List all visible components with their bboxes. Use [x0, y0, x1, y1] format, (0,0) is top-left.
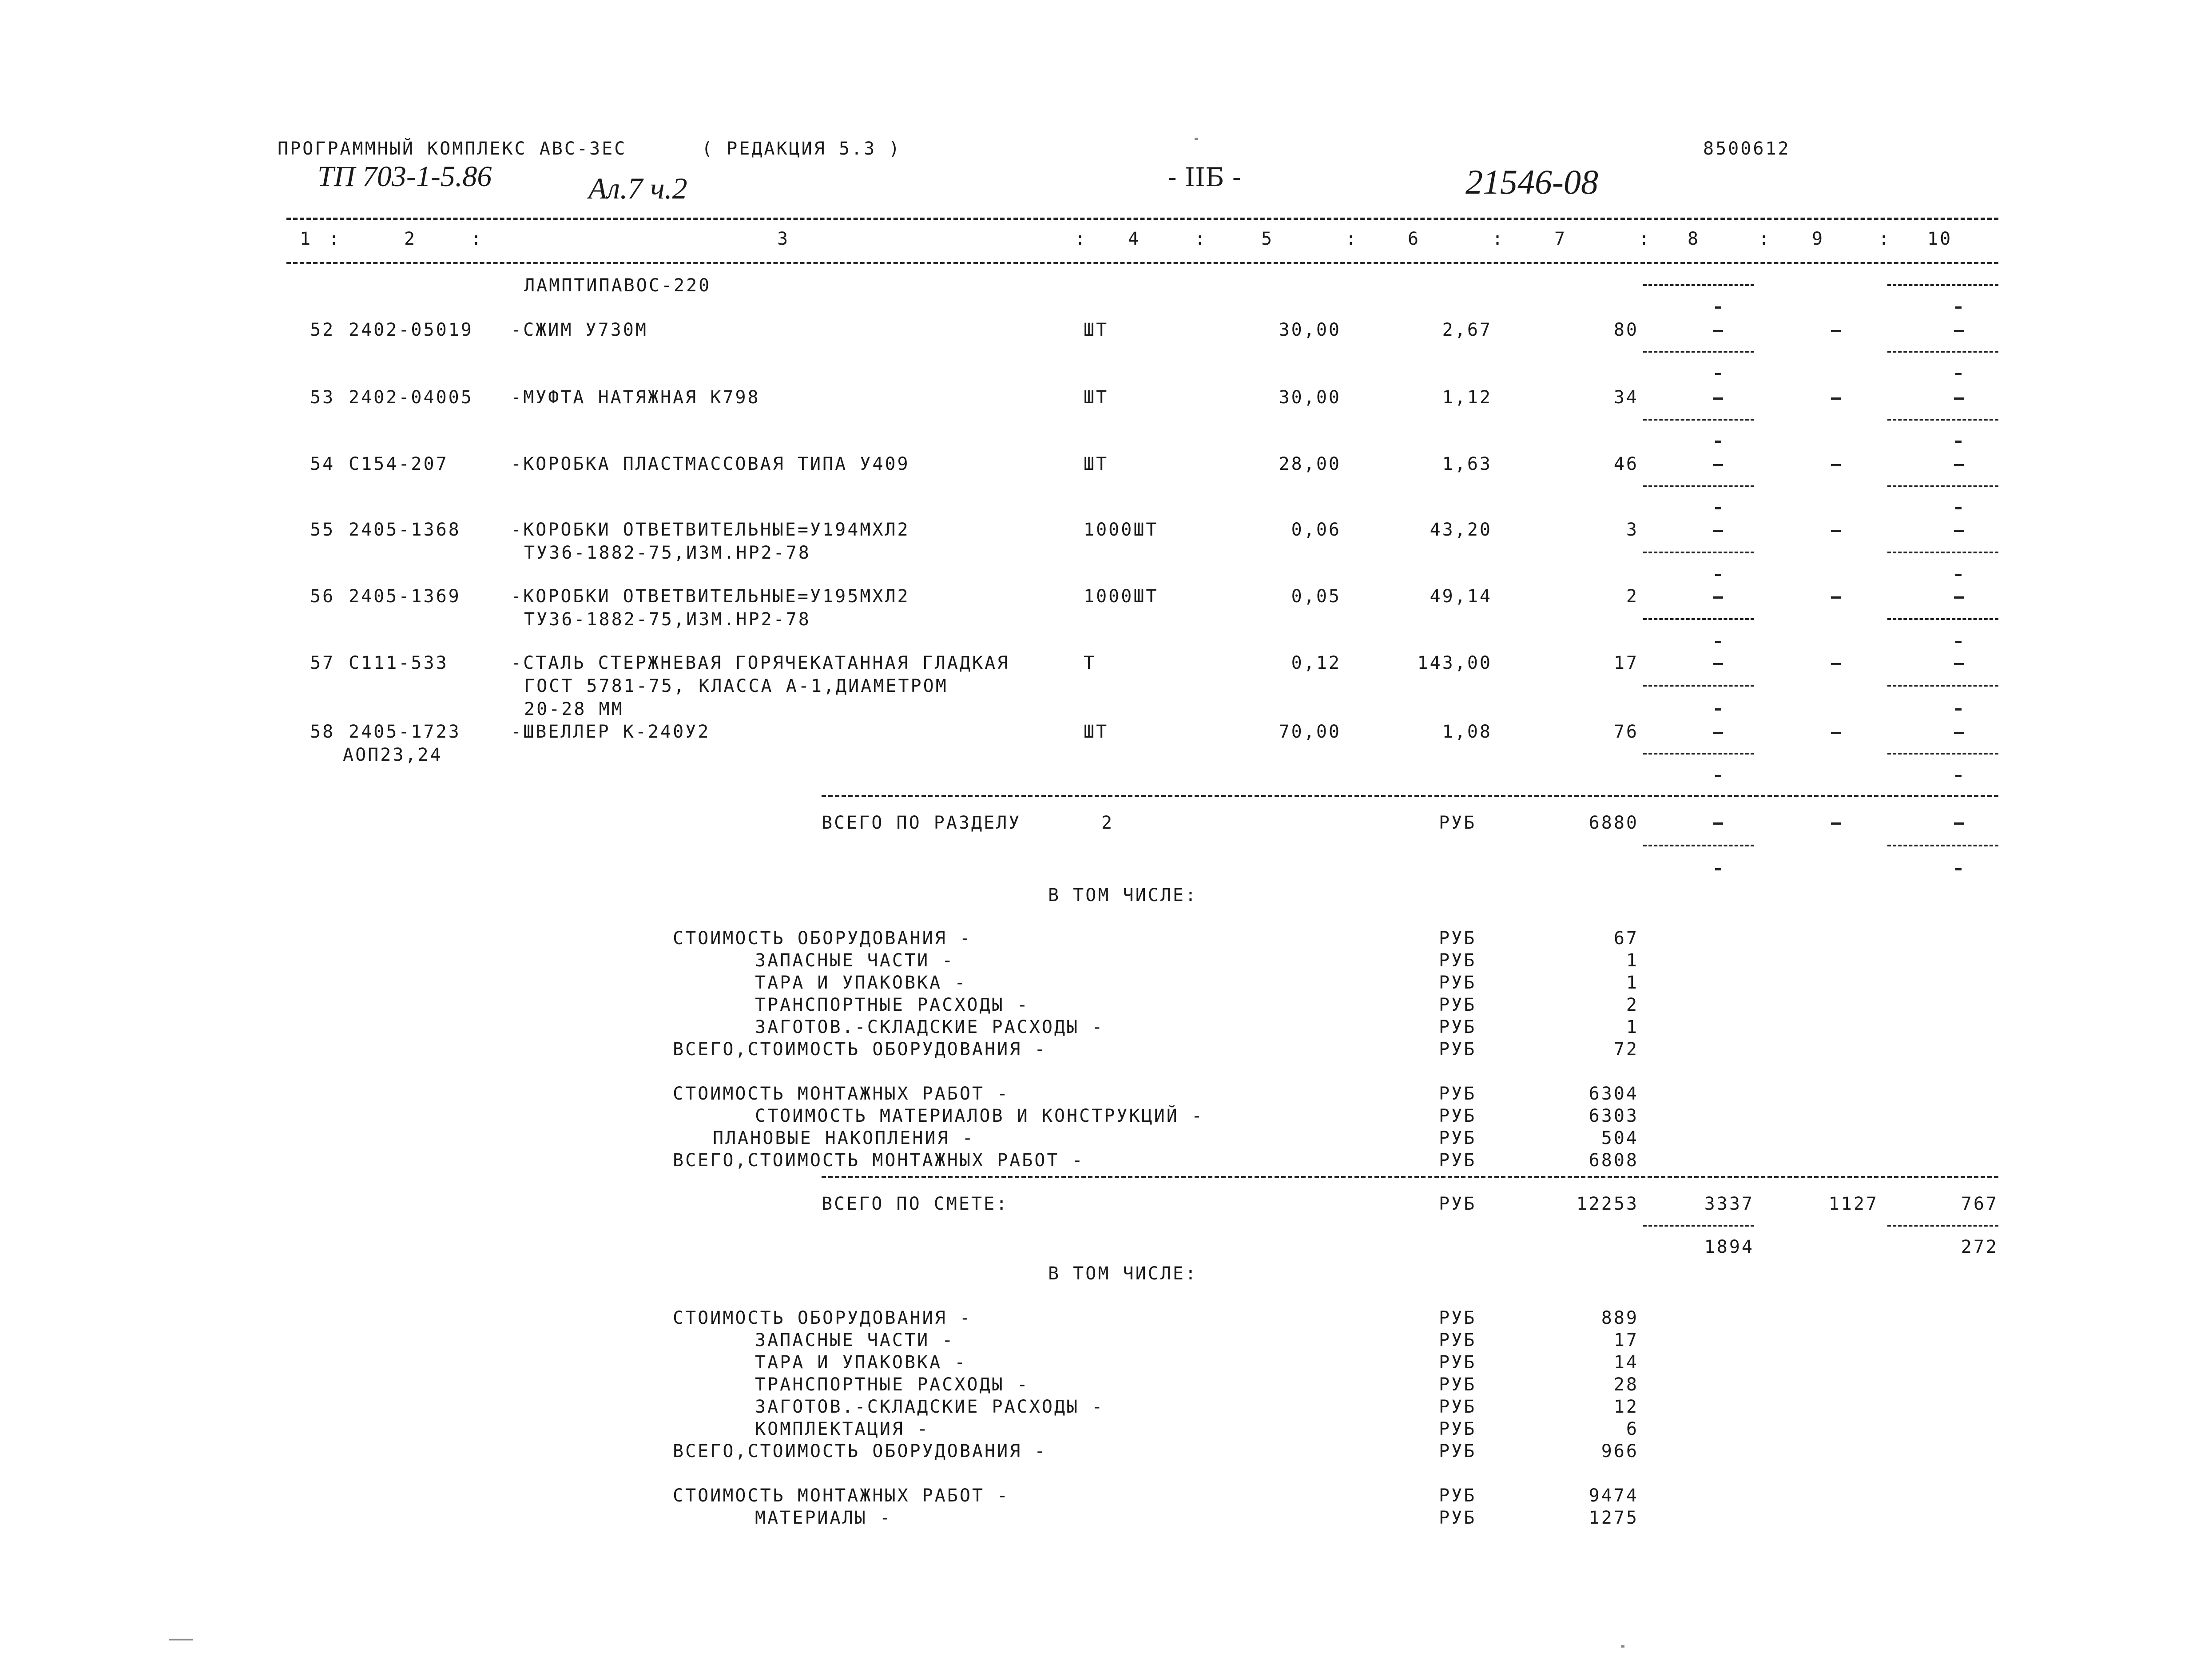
page-number: - IIБ - — [1168, 162, 1241, 192]
scan-mark — [1621, 1645, 1624, 1648]
row-code: 2405-1369 — [349, 586, 461, 607]
scan-mark — [169, 1639, 193, 1640]
estimate-total-unit: РУБ — [1439, 1194, 1477, 1214]
row-name-line: 20-28 ММ — [524, 699, 624, 719]
row-name: -ШВЕЛЛЕР К-240У2 — [511, 722, 711, 742]
row-total: 17 — [1613, 653, 1639, 673]
tp-handwritten: ТП 703-1-5.86 — [318, 160, 492, 193]
row-num: 55 — [310, 520, 335, 540]
row-name-line: ТУ36-1882-75,ИЗМ.НР2-78 — [524, 609, 811, 630]
estimate-total-col10: 767 — [1961, 1194, 1998, 1214]
col-9: 9 — [1812, 229, 1825, 249]
estimate-total-label: ВСЕГО ПО СМЕТЕ: — [822, 1194, 1009, 1214]
row-name-line: ТУ36-1882-75,ИЗМ.НР2-78 — [524, 543, 811, 563]
col-5: 5 — [1261, 229, 1274, 249]
section-total-unit: РУБ — [1439, 813, 1477, 833]
header-top-rule — [286, 218, 1998, 220]
column-header: 1 : 2 : 3 : 4 : 5 : 6 : 7 : 8 : 9 : 10 — [300, 229, 1953, 249]
estimate-total-col9: 1127 — [1828, 1194, 1878, 1214]
row-name: -МУФТА НАТЯЖНАЯ К798 — [511, 387, 760, 408]
section-total-count: 2 — [1101, 813, 1114, 833]
col-3: 3 — [777, 229, 790, 249]
scan-mark — [1195, 138, 1198, 140]
row-code: С154-207 — [349, 454, 449, 474]
including-label-2: В ТОМ ЧИСЛЕ: — [1048, 1263, 1198, 1284]
row-qty: 70,00 — [1279, 722, 1341, 742]
row-qty: 30,00 — [1279, 320, 1341, 340]
col-8: 8 — [1688, 229, 1700, 249]
album-handwritten: Ал.7 ч.2 — [588, 171, 687, 205]
edition-label: ( РЕДАКЦИЯ 5.3 ) — [702, 139, 901, 159]
row-unit: ШТ — [1084, 722, 1109, 742]
code-number: 8500612 — [1703, 139, 1791, 159]
header-bottom-rule — [286, 262, 1998, 264]
row-unit: 1000ШТ — [1084, 586, 1159, 607]
row-code: 2405-1723 — [349, 722, 461, 742]
row-total: 80 — [1613, 320, 1639, 340]
row-num: 53 — [310, 387, 335, 408]
row-qty: 0,06 — [1291, 520, 1341, 540]
row-total: 76 — [1613, 722, 1639, 742]
row-unit: 1000ШТ — [1084, 520, 1159, 540]
row-total: 3 — [1626, 520, 1639, 540]
section-total-value: 6880 — [1589, 813, 1639, 833]
section-total-label: ВСЕГО ПО РАЗДЕЛУ — [822, 813, 1021, 833]
row-num: 52 — [310, 320, 335, 340]
row-unit: ШТ — [1084, 320, 1109, 340]
row-qty: 30,00 — [1279, 387, 1341, 408]
row-code: С111-533 — [349, 653, 449, 673]
col-2: 2 — [404, 229, 417, 249]
row-total: 2 — [1626, 586, 1639, 607]
row-price: 2,67 — [1442, 320, 1492, 340]
estimate-total-col8: 3337 — [1704, 1194, 1754, 1214]
row-name: -СТАЛЬ СТЕРЖНЕВАЯ ГОРЯЧЕКАТАННАЯ ГЛАДКАЯ — [511, 653, 1010, 673]
row-name-line: ГОСТ 5781-75, КЛАССА А-1,ДИАМЕТРОМ — [524, 676, 948, 696]
estimate-total-col10-b: 272 — [1961, 1237, 1998, 1257]
row-num: 54 — [310, 454, 335, 474]
row-total: 34 — [1613, 387, 1639, 408]
row-price: 1,63 — [1442, 454, 1492, 474]
row-code: 2402-04005 — [349, 387, 473, 408]
row-name: -СЖИМ У730М — [511, 320, 648, 340]
including-label: В ТОМ ЧИСЛЕ: — [1048, 885, 1198, 905]
row-num: 58 — [310, 722, 335, 742]
row-code: 2405-1368 — [349, 520, 461, 540]
estimate-page: ПРОГРАММНЫЙ КОМПЛЕКС АВС-3ЕС ( РЕДАКЦИЯ 5.3 ) 8500612 ТП 703-1-5.86 Ал.7 ч.2 - IIБ - 21546-08 1 : 2 : 3 : 4 : 5 : 6 : 7 : 8 : 9 : 10 ЛАМПТИПАВОС-220 52 2402-05019 -СЖИМ У730М ШТ 30,00 2,67 80 53 2402-04005 -МУФТА НАТЯЖНАЯ К798 ШТ 30,00 1,12 34 54 С154-207 -КОРОБКА ПЛАСТМАССОВАЯ ТИПА У409 ШТ 28,00 1,63 46 55 2405-1368 -КОРОБКИ ОТВЕТВИТЕЛЬНЫЕ=У194МХЛ2 ТУ36-1882-75,ИЗМ.НР2-78 1000ШТ 0,06 43,20 3 56 2405-1369 -КОРОБКИ ОТВЕТВИТЕЛЬНЫЕ=У195МХЛ2 ТУ36-1882-75,ИЗМ.НР2-78 1000ШТ 0,05 49,14 2 57 С111-533 -СТАЛЬ СТЕРЖНЕВАЯ ГОРЯЧЕКАТАННАЯ ГЛАДКАЯ ГОСТ 5781-75, КЛАССА А-1,ДИАМЕТРОМ 20-28 ММ Т 0,12 143,00 17 58 2405-1723 АОП23,24 -ШВЕЛЛЕР К-240У2 ШТ 70,00 1,08 76 ВСЕГО ПО РАЗДЕЛУ 2 РУБ 6880 В ТОМ ЧИСЛЕ: СТОИМОСТЬ ОБОРУДОВАНИЯ - РУБ 67 ЗАПАСНЫЕ ЧАСТИ - РУБ 1 ТАРА И УПАКОВКА - РУБ 1 ТРАНСПОРТНЫЕ РАСХОДЫ - РУБ 2 ЗАГОТОВ.-СКЛАДСКИЕ РАСХОДЫ - РУБ 1 ВСЕГО,СТОИМОСТЬ ОБОРУДОВАНИЯ - РУБ 72 СТОИМОСТЬ МОНТАЖНЫХ РАБОТ - РУБ 6304 СТОИМОСТЬ МАТЕРИАЛОВ И КОНСТРУКЦИЙ - РУБ 6303 ПЛАНОВЫЕ НАКОПЛЕНИЯ - РУБ 504 ВСЕГО,СТОИМОСТЬ МОНТАЖНЫХ РАБОТ - РУБ 6808 ВСЕГО ПО СМЕТЕ: РУБ 12253 3337 1127 767 1894 272 В ТОМ ЧИСЛЕ: СТОИМОСТЬ ОБОРУДОВАНИЯ - РУБ 889 ЗАПАСНЫЕ ЧАСТИ - РУБ 17 ТАРА И УПАКОВКА - РУБ 14 ТРАНСПОРТНЫЕ РАСХОДЫ - РУБ 28 ЗАГОТОВ.-СКЛАДСКИЕ РАСХОДЫ - РУБ 12 КОМПЛЕКТАЦИЯ - РУБ 6 ВСЕГО,СТОИМОСТЬ ОБОРУДОВАНИЯ - РУБ 966 СТОИМОСТЬ МОНТАЖНЫХ РАБОТ - РУБ 9474 МАТЕРИАЛЫ - РУБ 1275 — [0, 0, 2212, 1664]
col-6: 6 — [1408, 229, 1421, 249]
row-unit: Т — [1084, 653, 1096, 673]
row-qty: 0,05 — [1291, 586, 1341, 607]
row-name: -КОРОБКА ПЛАСТМАССОВАЯ ТИПА У409 — [511, 454, 910, 474]
row-total: 46 — [1613, 454, 1639, 474]
row-code: 2402-05019 — [349, 320, 473, 340]
row-price: 1,12 — [1442, 387, 1492, 408]
program-title: ПРОГРАММНЫЙ КОМПЛЕКС АВС-3ЕС — [278, 139, 627, 159]
row-num: 56 — [310, 586, 335, 607]
col-1: 1 — [300, 229, 313, 249]
row-unit: ШТ — [1084, 454, 1109, 474]
row-price: 49,14 — [1430, 586, 1492, 607]
row-unit: ШТ — [1084, 387, 1109, 408]
row-qty: 0,12 — [1291, 653, 1341, 673]
row-code-line: АОП23,24 — [343, 745, 443, 765]
col-7: 7 — [1554, 229, 1567, 249]
row-price: 143,00 — [1417, 653, 1492, 673]
estimate-total-value: 12253 — [1576, 1194, 1639, 1214]
estimate-total-rule — [822, 1176, 1998, 1178]
estimate-total-col8-b: 1894 — [1704, 1237, 1754, 1257]
section-total-rule — [822, 795, 1998, 797]
row-price: 1,08 — [1442, 722, 1492, 742]
col-10: 10 — [1927, 229, 1953, 249]
pre-row-text: ЛАМПТИПАВОС-220 — [524, 275, 711, 296]
row-name: -КОРОБКИ ОТВЕТВИТЕЛЬНЫЕ=У195МХЛ2 — [511, 586, 910, 607]
row-num: 57 — [310, 653, 335, 673]
row-name: -КОРОБКИ ОТВЕТВИТЕЛЬНЫЕ=У194МХЛ2 — [511, 520, 910, 540]
col-4: 4 — [1128, 229, 1141, 249]
row-price: 43,20 — [1430, 520, 1492, 540]
row-qty: 28,00 — [1279, 454, 1341, 474]
doc-number-handwritten: 21546-08 — [1465, 163, 1598, 201]
